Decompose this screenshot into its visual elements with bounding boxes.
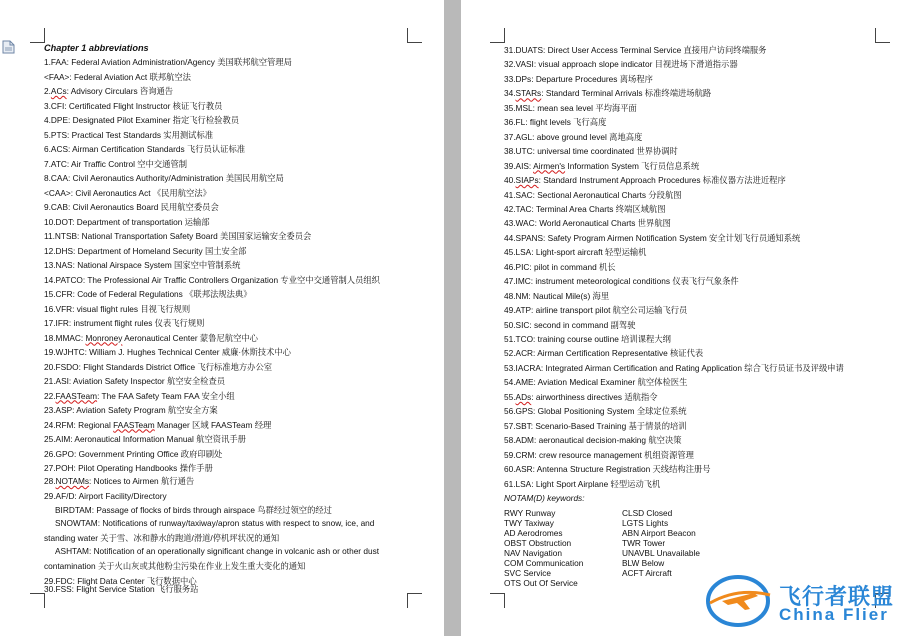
spellcheck-squiggle: ACs: [50, 86, 67, 96]
abbreviation-line: contamination 关于火山灰或其他粉尘污染在作业上发生重大变化的通知: [44, 561, 306, 571]
abbreviation-line: 23.ASP: Aviation Safety Program 航空安全方案: [44, 405, 218, 415]
abbreviation-line: 61.LSA: Light Sport Airplane 轻型运动飞机: [504, 478, 661, 489]
left-page: [0, 0, 444, 636]
abbreviation-line: standing water 关于雪、冰和静水的跑道/滑道/停机坪状况的通知: [44, 533, 280, 543]
crop-mark: [875, 28, 890, 43]
spellcheck-squiggle: ADs: [515, 391, 532, 402]
abbreviation-line: 1.FAA: Federal Aviation Administration/Agency 美国联邦航空管理局: [44, 57, 292, 67]
notam-keyword: OBST Obstruction: [504, 538, 572, 548]
abbreviation-line: 53.IACRA: Integrated Airman Certification and Rating Application 综合飞行员证书及评级申请: [504, 362, 844, 373]
abbreviation-line: 37.AGL: above ground level 离地高度: [504, 131, 643, 142]
abbreviation-line: <FAA>: Federal Aviation Act 联邦航空法: [44, 71, 191, 82]
abbreviation-line: 59.CRM: crew resource management 机组资源管理: [504, 449, 694, 460]
abbreviation-line: 28.NOTAMs: Notices to Airmen 航行通告: [44, 476, 195, 486]
watermark-chinese-name: 飞行者联盟: [779, 585, 895, 610]
abbreviation-line: 48.NM: Nautical Mile(s) 海里: [504, 290, 610, 301]
notam-keyword: ACFT Aircraft: [622, 568, 672, 578]
notam-keyword: AD Aerodromes: [504, 528, 563, 538]
abbreviation-line: 18.MMAC: Monroney Aeronautical Center 蒙鲁尼航空中心: [44, 332, 258, 343]
abbreviation-line: 6.ACS: Airman Certification Standards 飞行员认证标准: [44, 144, 246, 154]
abbreviation-line: 26.GPO: Government Printing Office 政府印刷处: [44, 448, 223, 459]
abbreviation-line: 12.DHS: Department of Homeland Security 国土安全部: [44, 245, 247, 256]
abbreviation-line: 38.UTC: universal time coordinated 世界协调时: [504, 146, 678, 157]
abbreviation-line: 49.ATP: airline transport pilot 航空公司运输飞行员: [504, 305, 688, 316]
notam-keyword: SVC Service: [504, 568, 552, 578]
abbreviation-line: 21.ASI: Aviation Safety Inspector 航空安全检查员: [44, 376, 226, 386]
abbreviation-line: 45.LSA: Light-sport aircraft 轻型运输机: [504, 247, 647, 258]
chapter-heading: Chapter 1 abbreviations: [44, 43, 149, 53]
abbreviation-line: 60.ASR: Antenna Structure Registration 天线结构注册号: [504, 464, 711, 475]
abbreviation-line: 47.IMC: instrument meteorological conditions 仪表飞行气象条件: [504, 276, 739, 287]
notam-keyword: CLSD Closed: [622, 508, 673, 518]
notam-keyword: OTS Out Of Service: [504, 578, 578, 588]
abbreviation-line: 27.POH: Pilot Operating Handbooks 操作手册: [44, 463, 213, 473]
crop-mark: [407, 593, 422, 608]
spellcheck-squiggle: STARs: [515, 88, 542, 99]
abbreviation-line: 29.FDC: Flight Data Center 飞行数据中心: [44, 576, 197, 586]
crop-mark: [490, 28, 505, 43]
abbreviation-line: 5.PTS: Practical Test Standards 实用测试标准: [44, 129, 214, 140]
notam-keyword: TWY Taxiway: [504, 518, 554, 528]
abbreviation-line: 55.ADs: airworthiness directives 适航指令: [504, 391, 658, 402]
abbreviation-line: 30.FSS: Flight Service Station 飞行服务站: [44, 584, 199, 595]
abbreviation-line: <CAA>: Civil Aeronautics Act 《民用航空法》: [44, 187, 211, 198]
abbreviation-line: 14.PATCO: The Professional Air Traffic Controllers Organization 专业空中交通管制人员组织: [44, 274, 380, 285]
abbreviation-line: BIRDTAM: Passage of flocks of birds through airspace 鸟群经过领空的经过: [55, 505, 332, 515]
abbreviation-line: 36.FL: flight levels 飞行高度: [504, 117, 607, 128]
notam-keyword: COM Communication: [504, 558, 584, 568]
notam-keyword: LGTS Lights: [622, 518, 669, 528]
spellcheck-squiggle: FAASTeam: [113, 419, 155, 430]
abbreviation-line: 33.DPs: Departure Procedures 离场程序: [504, 73, 653, 84]
abbreviation-line: 24.RFM: Regional FAASTeam Manager 区域 FAASTeam 经理: [44, 419, 272, 430]
abbreviation-line: 10.DOT: Department of transportation 运输部: [44, 216, 210, 227]
abbreviation-line: 25.AIM: Aeronautical Information Manual 航空资讯手册: [44, 434, 246, 444]
abbreviation-line: 31.DUATS: Direct User Access Terminal Service 直接用户访问终端服务: [504, 45, 767, 55]
abbreviation-line: 52.ACR: Airman Certification Representative 核证代表: [504, 348, 704, 359]
abbreviation-line: 22.FAASTeam: The FAA Safety Team FAA 安全小组: [44, 390, 235, 401]
abbreviation-line: 9.CAB: Civil Aeronautics Board 民用航空委员会: [44, 202, 219, 212]
abbreviation-line: 32.VASI: visual approach slope indicator 目视进场下滑道指示器: [504, 59, 738, 70]
crop-mark: [407, 28, 422, 43]
notam-keyword: NAV Navigation: [504, 548, 562, 558]
notam-keyword: UNAVBL Unavailable: [622, 548, 700, 558]
abbreviation-line: 19.WJHTC: William J. Hughes Technical Center 威廉·休斯技术中心: [44, 347, 291, 357]
document-icon[interactable]: [2, 40, 15, 54]
abbreviation-line: 29.AF/D: Airport Facility/Directory: [44, 491, 167, 501]
crop-mark: [30, 593, 45, 608]
abbreviation-line: 7.ATC: Air Traffic Control 空中交通管制: [44, 158, 188, 169]
abbreviation-line: 41.SAC: Sectional Aeronautical Charts 分段航图: [504, 189, 682, 200]
abbreviation-line: 34.STARs: Standard Terminal Arrivals 标准终端进场航路: [504, 88, 712, 99]
abbreviation-line: 43.WAC: World Aeronautical Charts 世界航图: [504, 218, 671, 229]
crop-mark: [490, 593, 505, 608]
abbreviation-line: 44.SPANS: Safety Program Airmen Notification System 安全计划飞行员通知系统: [504, 232, 801, 243]
spellcheck-squiggle: Monroney: [85, 332, 123, 343]
spellcheck-squiggle: NOTAMs: [55, 476, 90, 486]
notam-keyword: TWR Tower: [622, 538, 666, 548]
abbreviation-line: 51.TCO: training course outline 培训课程大纲: [504, 334, 671, 344]
abbreviation-line: 4.DPE: Designated Pilot Examiner 指定飞行检验教员: [44, 115, 240, 125]
spellcheck-squiggle: SIAPs: [515, 175, 539, 186]
abbreviation-line: 57.SBT: Scenario-Based Training 基于情景的培训: [504, 420, 687, 431]
abbreviation-line: 17.IFR: instrument flight rules 仪表飞行规则: [44, 318, 205, 328]
abbreviation-line: 56.GPS: Global Positioning System 全球定位系统: [504, 406, 687, 417]
notam-keyword: RWY Runway: [504, 508, 556, 518]
abbreviation-line: 16.VFR: visual flight rules 目视飞行规则: [44, 303, 191, 314]
notam-keywords-heading: NOTAM(D) keywords:: [504, 493, 585, 503]
abbreviation-line: 35.MSL: mean sea level 平均海平面: [504, 102, 637, 113]
abbreviation-line: 46.PIC: pilot in command 机长: [504, 261, 616, 272]
abbreviation-line: SNOWTAM: Notifications of runway/taxiway/apron status with respect to snow, ice, and: [55, 518, 375, 528]
spellcheck-squiggle: FAASTeam: [55, 390, 98, 401]
abbreviation-line: 20.FSDO: Flight Standards District Office 飞行标准地方办公室: [44, 361, 273, 372]
abbreviation-line: 42.TAC: Terminal Area Charts 终端区域航图: [504, 203, 666, 214]
crop-mark: [30, 28, 45, 43]
watermark-english-name: China Flier: [779, 605, 889, 624]
abbreviation-line: 11.NTSB: National Transportation Safety Board 美国国家运输安全委员会: [44, 231, 312, 241]
abbreviation-line: 13.NAS: National Airspace System 国家空中管制系统: [44, 260, 241, 270]
notam-keyword: ABN Airport Beacon: [622, 528, 696, 538]
abbreviation-line: 54.AME: Aviation Medical Examiner 航空体检医生: [504, 377, 688, 388]
right-page: [461, 0, 910, 636]
abbreviation-line: 2.ACs: Advisory Circulars 咨询通告: [44, 86, 174, 96]
abbreviation-line: 39.AIS: Airmen's Information System 飞行员信息系统: [504, 160, 700, 171]
abbreviation-line: 40.SIAPs: Standard Instrument Approach Procedures 标准仪器方法进近程序: [504, 175, 786, 186]
abbreviation-line: 50.SIC: second in command 副驾驶: [504, 319, 636, 330]
abbreviation-line: 3.CFI: Certificated Flight Instructor 核证飞行教员: [44, 100, 223, 111]
abbreviation-line: 8.CAA: Civil Aeronautics Authority/Administration 美国民用航空局: [44, 173, 284, 183]
abbreviation-line: ASHTAM: Notification of an operationally significant change in volcanic ash or other dust: [55, 546, 380, 556]
spellcheck-squiggle: Airmen's: [533, 160, 566, 171]
abbreviation-line: 15.CFR: Code of Federal Regulations 《联邦法规法典》: [44, 289, 252, 299]
abbreviation-line: 58.ADM: aeronautical decision-making 航空决策: [504, 435, 682, 446]
notam-keyword: BLW Below: [622, 558, 665, 568]
